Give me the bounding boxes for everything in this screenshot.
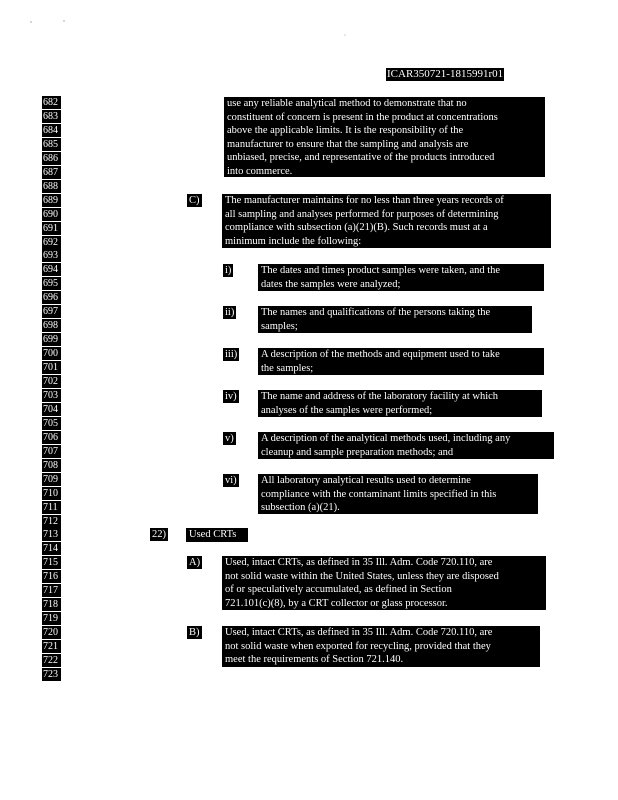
line-number: 696: [42, 291, 61, 304]
text-line: analyses of the samples were performed;: [261, 404, 433, 416]
text-line: use any reliable analytical method to demonstrate that no: [227, 98, 467, 109]
text-line: minimum include the following:: [225, 235, 362, 247]
text-line: 721.101(c)(8), by a CRT collector or glass processor.: [225, 597, 448, 609]
line-number: 697: [42, 305, 61, 318]
line-number: 713: [42, 528, 61, 541]
item-ii-text: [258, 306, 532, 333]
line-number: 694: [42, 263, 61, 276]
text-line: all sampling and analyses performed for purposes of determining: [225, 208, 499, 220]
line-number: 710: [42, 487, 61, 500]
line-number: 690: [42, 208, 61, 221]
line-number: 719: [42, 612, 61, 625]
text-line: A description of the methods and equipment used to take: [261, 349, 500, 360]
line-number: 693: [42, 249, 61, 262]
line-number: 692: [42, 236, 61, 249]
line-number: 715: [42, 556, 61, 569]
section-22-heading: [186, 528, 248, 542]
item-iii-text: [258, 348, 544, 375]
line-number: 707: [42, 445, 61, 458]
subsection-b-text: [222, 626, 540, 667]
item-i-text: [258, 264, 544, 291]
item-iv-text: [258, 390, 542, 417]
line-number: 717: [42, 584, 61, 597]
text-line: compliance with subsection (a)(21)(B). Such records must at a: [225, 222, 488, 234]
line-number: 706: [42, 431, 61, 444]
line-number: 704: [42, 403, 61, 416]
text-line: The manufacturer maintains for no less than three years records of: [225, 195, 504, 206]
line-number: 695: [42, 277, 61, 290]
item-label-iii: iii): [225, 349, 238, 360]
subsection-c-text: [222, 194, 551, 248]
line-number: 708: [42, 459, 61, 472]
subsection-label-c: C): [189, 195, 200, 206]
line-number: 687: [42, 166, 61, 179]
subsection-label-b: B): [189, 627, 200, 638]
line-number: 686: [42, 152, 61, 165]
line-number: 700: [42, 347, 61, 360]
text-line: Used, intact CRTs, as defined in 35 Ill. Adm. Code 720.110, are: [225, 627, 493, 638]
line-number: 703: [42, 389, 61, 402]
line-number: 689: [42, 194, 61, 207]
line-number: 723: [42, 668, 61, 681]
text-line: cleanup and sample preparation methods; and: [261, 446, 454, 458]
line-number: 699: [42, 333, 61, 346]
text-line: manufacturer to ensure that the sampling and analysis are: [227, 138, 469, 150]
line-number: 683: [42, 110, 61, 123]
line-number: 722: [42, 654, 61, 667]
line-number: 702: [42, 375, 61, 388]
text-line: of or speculatively accumulated, as defined in Section: [225, 584, 452, 596]
text-line: The names and qualifications of the persons taking the: [261, 307, 491, 318]
document-id-header: ICAR350721-1815991r01: [387, 68, 504, 80]
text-line: The name and address of the laboratory facility at which: [261, 391, 499, 402]
item-v-text: [258, 432, 554, 459]
text-line: unbiased, precise, and representative of the products introduced: [227, 152, 495, 164]
subsection-label-a: A): [189, 557, 201, 568]
line-number: 684: [42, 124, 61, 137]
line-number: 714: [42, 542, 61, 555]
section-label-22: 22): [152, 529, 166, 540]
text-line: into commerce.: [227, 165, 293, 177]
text-line: A description of the analytical methods used, including any: [261, 433, 511, 444]
text-line: the samples;: [261, 362, 314, 374]
text-line: dates the samples were analyzed;: [261, 278, 401, 290]
item-label-i: i): [225, 265, 232, 276]
text-line: constituent of concern is present in the product at concentrations: [227, 111, 498, 123]
line-number: 720: [42, 626, 61, 639]
item-label-vi: vi): [225, 475, 237, 486]
line-number: 698: [42, 319, 61, 332]
text-line: subsection (a)(21).: [261, 502, 340, 514]
text-line: The dates and times product samples were taken, and the: [261, 265, 501, 276]
line-number: 709: [42, 473, 61, 486]
text-line: not solid waste within the United States, unless they are disposed: [225, 570, 499, 582]
text-line: above the applicable limits. It is the responsibility of the: [227, 125, 464, 137]
scan-specks: [0, 0, 618, 60]
text-line: not solid waste when exported for recycling, provided that they: [225, 640, 491, 652]
line-number: 721: [42, 640, 61, 653]
line-number: 716: [42, 570, 61, 583]
line-number: 682: [42, 96, 61, 109]
text-line: Used, intact CRTs, as defined in 35 Ill. Adm. Code 720.110, are: [225, 557, 493, 568]
item-label-iv: iv): [225, 391, 237, 402]
line-number: 712: [42, 515, 61, 528]
paragraph-continuation: [224, 97, 545, 177]
item-label-ii: ii): [225, 307, 235, 318]
line-number: 701: [42, 361, 61, 374]
subsection-a-text: [222, 556, 546, 610]
line-number: 685: [42, 138, 61, 151]
text-line: All laboratory analytical results used to determine: [261, 475, 471, 486]
text-line: samples;: [261, 320, 298, 332]
line-number: 718: [42, 598, 61, 611]
line-number: 705: [42, 417, 61, 430]
item-label-v: v): [225, 433, 234, 444]
text-line: meet the requirements of Section 721.140.: [225, 654, 404, 666]
item-vi-text: [258, 474, 538, 514]
line-number: 691: [42, 222, 61, 235]
line-number: 711: [42, 501, 61, 514]
text-line: compliance with the contaminant limits specified in this: [261, 488, 497, 500]
text-line: Used CRTs: [189, 529, 237, 540]
line-number: 688: [42, 180, 61, 193]
